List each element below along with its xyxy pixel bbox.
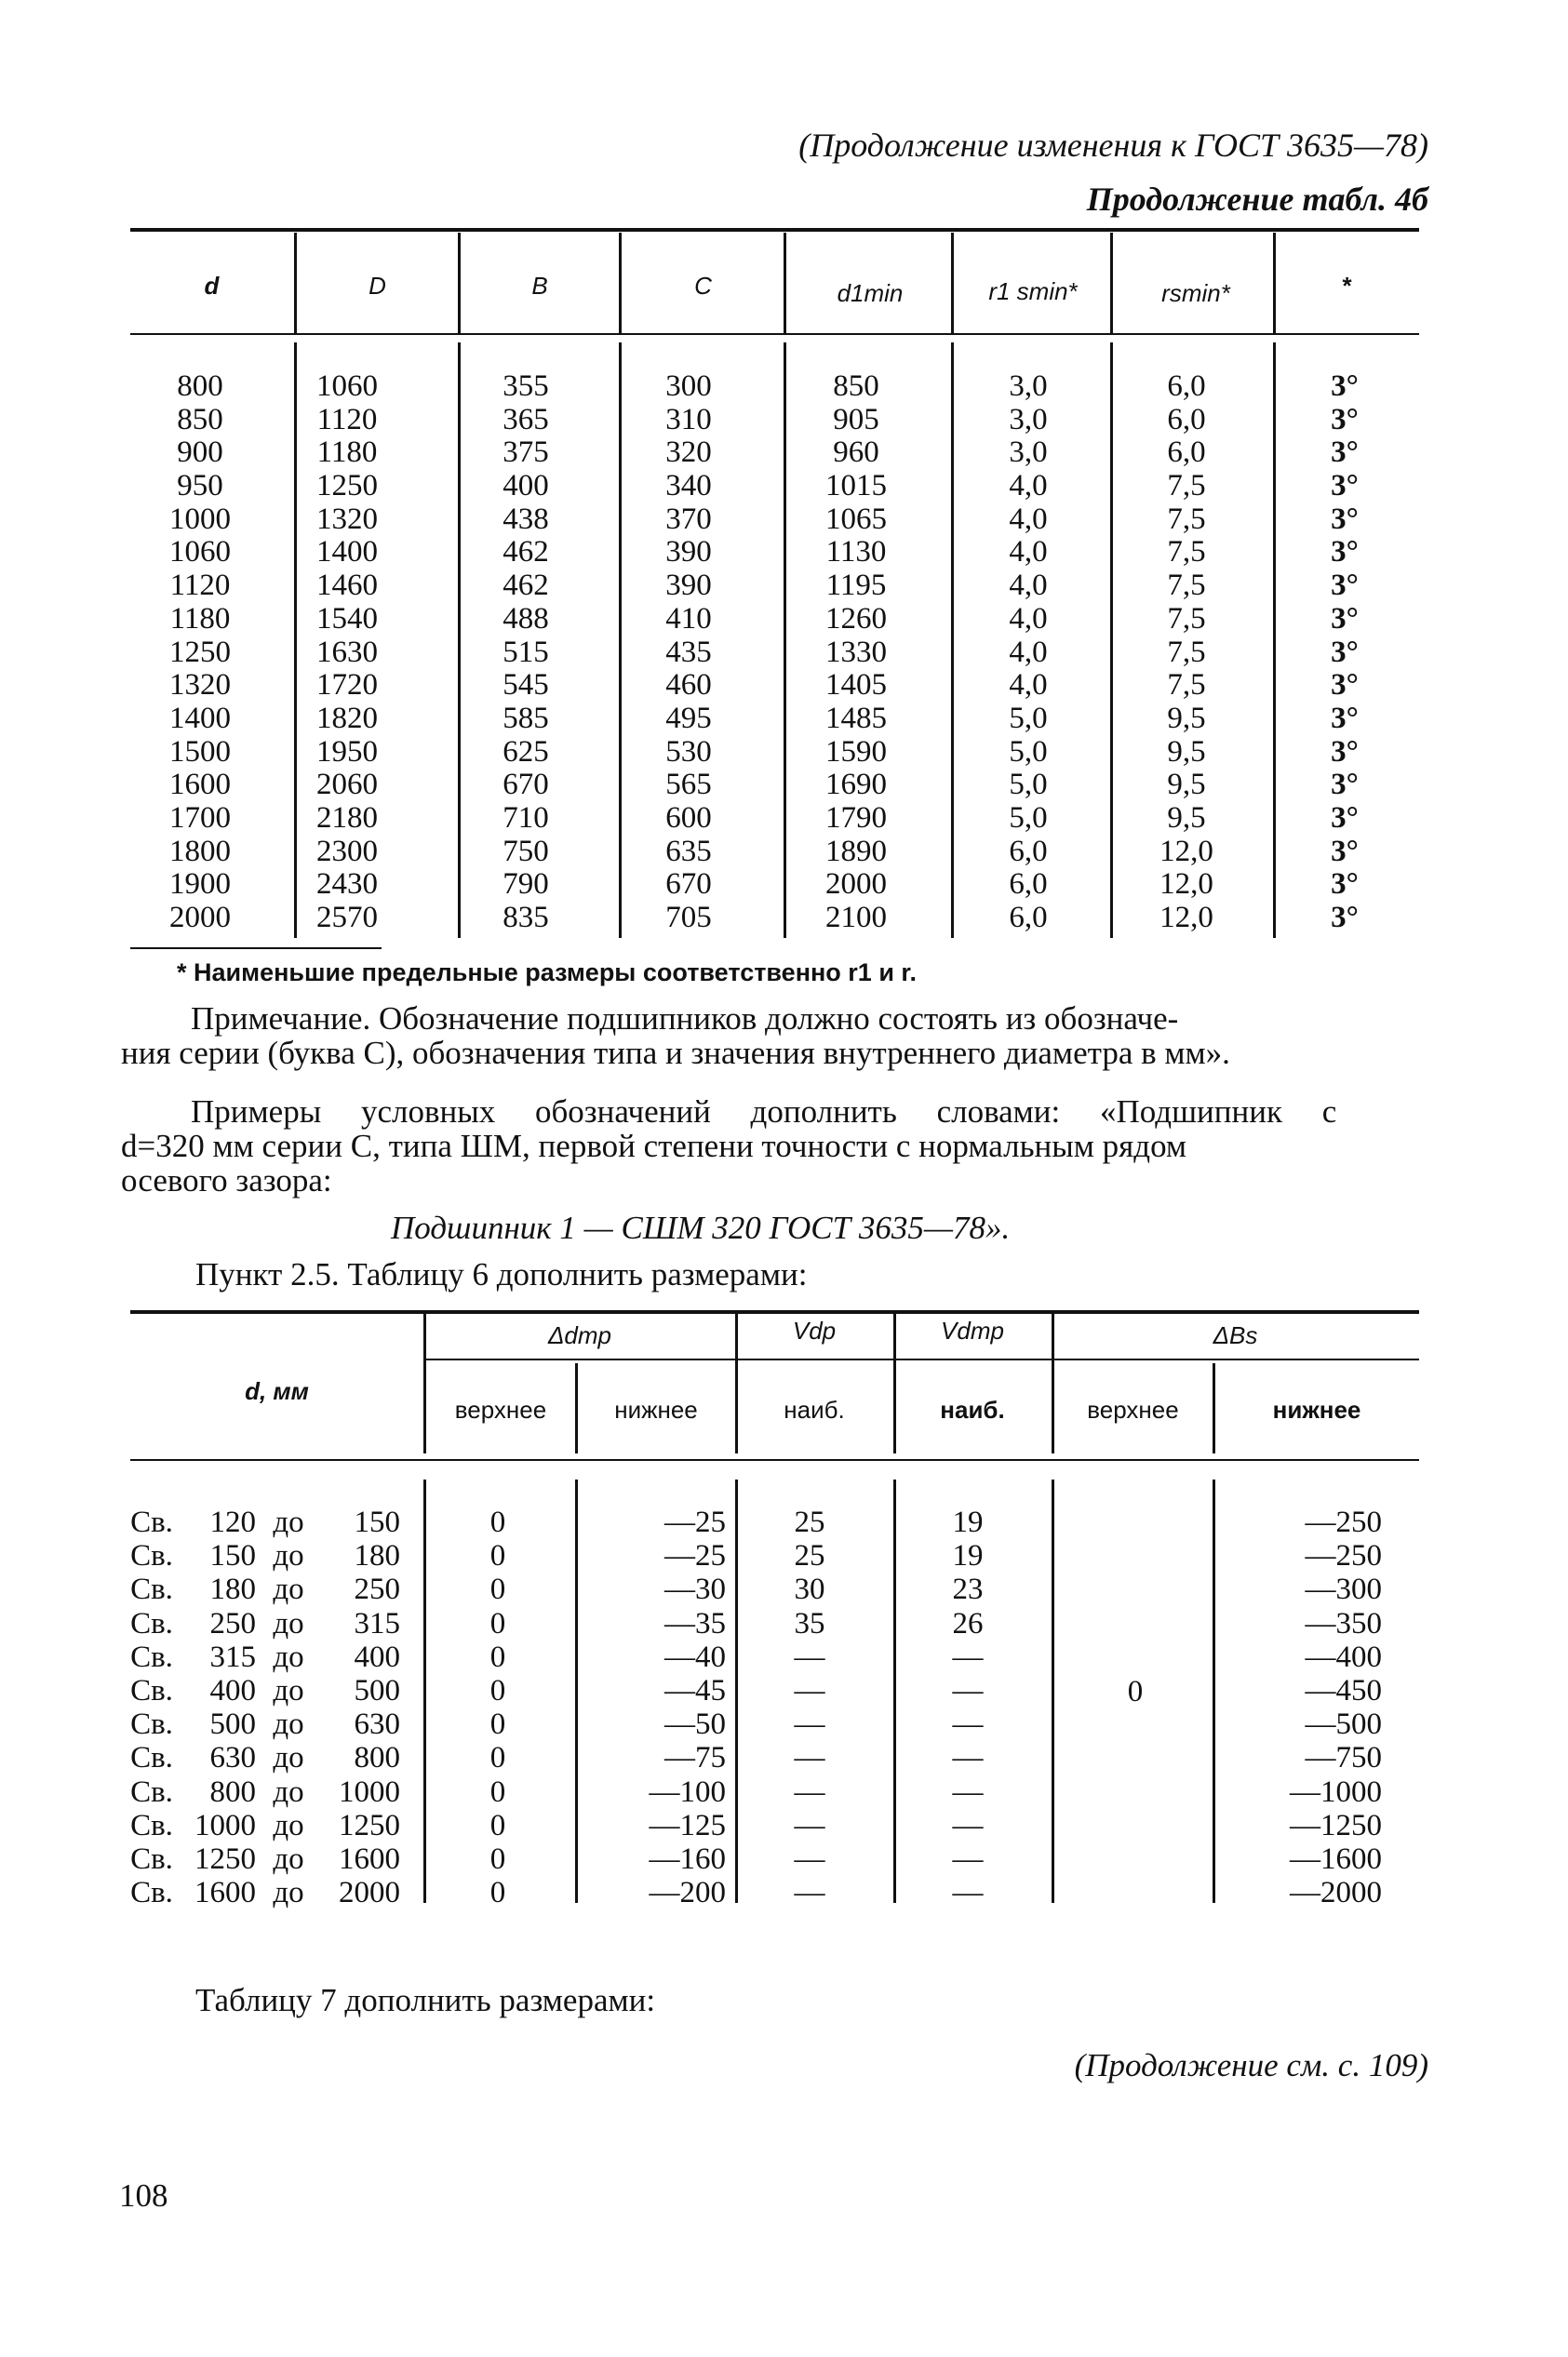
t2-col-vdmp-cell: 23 [952, 1573, 984, 1607]
t2-col-to-word-cell: до [273, 1707, 304, 1742]
t1-col-rsmin-cell: 7,5 [1167, 569, 1206, 603]
t1-col-d1min [796, 370, 917, 935]
table-7-instruction: Таблицу 7 дополнить размерами: [195, 1982, 656, 2018]
t1-footnote: * Наименьшие предельные размеры соответственно r1 и r. [177, 958, 917, 986]
t2-col-ddmp-upper-cell: 0 [489, 1707, 506, 1742]
t2-col-dbs-lower-cell: —300 [1305, 1573, 1382, 1607]
t2-col-prefix-cell: Св. [130, 1876, 173, 1910]
t2-col-ddmp-lower-cell: —125 [649, 1808, 726, 1842]
t2-col-vdp-cell: — [794, 1808, 825, 1842]
t1-col-D-cell: 2430 [316, 867, 378, 902]
t2-col-prefix-cell: Св. [130, 1774, 173, 1809]
t1-header-angle: * [1342, 272, 1352, 300]
t1-col-C-cell: 300 [665, 369, 712, 403]
t1-col-d-cell: 1700 [169, 800, 231, 835]
t2-col-to-cell: 150 [354, 1506, 400, 1539]
t1-col-angle-cell: 3° [1331, 867, 1359, 902]
t1-col-rsmin-cell: 6,0 [1167, 435, 1206, 470]
t2-col-to [316, 1506, 400, 1909]
t1-col-angle-cell: 3° [1331, 701, 1359, 735]
t2-col-ddmp-upper-cell: 0 [489, 1808, 506, 1842]
t2-header-vdmp: Vdmp [941, 1317, 1004, 1345]
t1-col-B-cell: 375 [503, 435, 549, 470]
t2-col-ddmp-upper-cell: 0 [489, 1741, 506, 1775]
t2-col-to-cell: 2000 [339, 1876, 400, 1910]
t2-col-from-cell: 800 [209, 1774, 256, 1809]
t2-col-vdmp-cell: — [952, 1774, 984, 1809]
t1-col-rsmin-cell: 7,5 [1167, 469, 1206, 503]
t1-col-r1smin-cell: 5,0 [1009, 800, 1048, 835]
t2-col-dbs-lower-cell: —1250 [1290, 1808, 1382, 1842]
t2-header-ddmp: Δdmp [547, 1321, 612, 1349]
t1-col-B-cell: 365 [503, 402, 549, 436]
t1-col-B-cell: 750 [503, 834, 549, 868]
t1-col-rsmin-cell: 9,5 [1167, 734, 1206, 769]
t2-col-vdp-cell: — [794, 1640, 825, 1674]
t1-col-B-cell: 462 [503, 569, 549, 603]
t1-col-D-cell: 1720 [316, 668, 378, 703]
t1-col-d-cell: 1320 [169, 668, 231, 703]
t2-col-prefix-cell: Св. [130, 1841, 173, 1876]
clause-2-5: Пункт 2.5. Таблицу 6 дополнить размерами: [195, 1256, 808, 1292]
t1-col-B-cell: 790 [503, 867, 549, 902]
t2-col-dbs-lower-cell: —350 [1305, 1606, 1382, 1641]
t2-col-vdp-cell: — [794, 1707, 825, 1742]
t2-col-to-word-cell: до [273, 1606, 304, 1641]
t1-col-B-cell: 438 [503, 502, 549, 536]
t1-col-r1smin-cell: 4,0 [1009, 601, 1048, 636]
t1-col-C-cell: 390 [665, 535, 712, 569]
t1-col-d1min-cell: 1690 [825, 768, 887, 802]
t2-header-max-2: наиб. [940, 1396, 1005, 1424]
table-continuation-label: Продолжение табл. 4б [1086, 181, 1428, 218]
t1-col-D-cell: 2300 [316, 834, 378, 868]
t2-col-dbs-lower-cell: —1600 [1290, 1841, 1382, 1876]
t1-col-rsmin-cell: 7,5 [1167, 535, 1206, 569]
t2-col-dbs-lower [1242, 1506, 1382, 1909]
note-line-2: ния серии (буква С), обозначения типа и значения внутреннего диаметра в мм». [121, 1035, 1230, 1071]
t1-col-B [465, 370, 586, 935]
t1-header-d1min: d1min [837, 279, 904, 307]
t2-col-from-cell: 400 [209, 1673, 256, 1707]
t2-col-prefix [119, 1506, 184, 1909]
t1-col-C-cell: 460 [665, 668, 712, 703]
t2-col-prefix-cell: Св. [130, 1606, 173, 1641]
t2-col-vdp-cell: — [794, 1876, 825, 1910]
t2-col-vdp-cell: 25 [794, 1506, 825, 1539]
t1-header-r1smin: r1 smin* [988, 277, 1078, 305]
t1-col-D-cell: 1820 [316, 701, 378, 735]
t1-col-rsmin-cell: 12,0 [1159, 834, 1213, 868]
t1-col-d1min-cell: 960 [833, 435, 879, 470]
t2-dbs-upper: 0 [1127, 1675, 1144, 1708]
t1-col-rsmin-cell: 6,0 [1167, 402, 1206, 436]
t1-col-B-cell: 400 [503, 469, 549, 503]
t2-col-prefix-cell: Св. [130, 1741, 173, 1775]
t2-col-to-cell: 1250 [339, 1808, 400, 1842]
t2-col-vdp-cell: — [794, 1673, 825, 1707]
t1-col-r1smin-cell: 3,0 [1009, 435, 1048, 470]
t1-col-C-cell: 310 [665, 402, 712, 436]
t1-col-rsmin-cell: 7,5 [1167, 635, 1206, 669]
example-designation: Подшипник 1 — СШМ 320 ГОСТ 3635—78». [391, 1210, 1011, 1246]
t2-col-ddmp-lower-cell: —160 [649, 1841, 726, 1876]
t1-col-angle-cell: 3° [1331, 601, 1359, 636]
t2-col-prefix-cell: Св. [130, 1640, 173, 1674]
t2-col-from-cell: 120 [209, 1506, 256, 1539]
t1-col-C-cell: 370 [665, 502, 712, 536]
t1-col-r1smin [977, 370, 1079, 935]
t1-col-rsmin [1131, 370, 1242, 935]
t1-col-C-cell: 390 [665, 569, 712, 603]
examples-line-3: осевого зазора: [121, 1162, 332, 1199]
t2-col-dbs-lower-cell: —2000 [1290, 1876, 1382, 1910]
t2-col-from-cell: 1000 [194, 1808, 256, 1842]
t1-col-r1smin-cell: 6,0 [1009, 901, 1048, 934]
t2-col-to-word-cell: до [273, 1539, 304, 1574]
t1-col-rsmin-cell: 9,5 [1167, 768, 1206, 802]
t2-col-ddmp-lower-cell: —35 [664, 1606, 726, 1641]
t1-col-r1smin-cell: 5,0 [1009, 768, 1048, 802]
t2-header-max-1: наиб. [784, 1396, 845, 1424]
t2-col-ddmp-upper-cell: 0 [489, 1573, 506, 1607]
t2-col-to-word-cell: до [273, 1876, 304, 1910]
t1-col-d-cell: 1400 [169, 701, 231, 735]
t1-col-d-cell: 800 [177, 369, 223, 403]
t2-col-to-cell: 250 [354, 1573, 400, 1607]
t1-col-d [130, 370, 270, 935]
t1-col-B-cell: 545 [503, 668, 549, 703]
note-line-1: Примечание. Обозначение подшипников должно состоять из обозначе- [191, 1000, 1179, 1037]
t1-col-D-cell: 1950 [316, 734, 378, 769]
t2-col-dbs-lower-cell: —250 [1305, 1506, 1382, 1539]
t2-header-d: d, мм [245, 1377, 309, 1405]
t2-col-to-word-cell: до [273, 1640, 304, 1674]
t2-col-to-word [261, 1506, 316, 1909]
t1-col-d1min-cell: 1330 [825, 635, 887, 669]
t2-col-ddmp-lower-cell: —25 [664, 1539, 726, 1574]
t2-col-vdmp-cell: — [952, 1673, 984, 1707]
t1-col-angle-cell: 3° [1331, 635, 1359, 669]
t2-col-to-word-cell: до [273, 1573, 304, 1607]
t2-col-to-cell: 400 [354, 1640, 400, 1674]
t1-col-rsmin-cell: 12,0 [1159, 901, 1213, 934]
t1-col-r1smin-cell: 4,0 [1009, 668, 1048, 703]
t1-col-d-cell: 1600 [169, 768, 231, 802]
t1-col-d1min-cell: 1890 [825, 834, 887, 868]
t2-col-from-cell: 150 [209, 1539, 256, 1574]
t2-col-prefix-cell: Св. [130, 1573, 173, 1607]
t1-col-d-cell: 1120 [169, 569, 231, 603]
t1-col-d-cell: 950 [177, 469, 223, 503]
t2-header-upper-2: верхнее [1087, 1396, 1179, 1424]
t1-col-C-cell: 320 [665, 435, 712, 470]
t1-col-C-cell: 435 [665, 635, 712, 669]
t2-col-ddmp-upper-cell: 0 [489, 1673, 506, 1707]
t2-col-ddmp-upper-cell: 0 [489, 1539, 506, 1574]
t1-col-angle [1312, 370, 1377, 935]
t1-col-rsmin-cell: 9,5 [1167, 800, 1206, 835]
t2-col-dbs-lower-cell: —500 [1305, 1707, 1382, 1742]
t1-col-angle-cell: 3° [1331, 369, 1359, 403]
t2-header-lower: нижнее [614, 1396, 698, 1424]
t1-col-d1min-cell: 1015 [825, 469, 887, 503]
t2-col-from-cell: 1600 [194, 1876, 256, 1910]
t1-col-rsmin-cell: 6,0 [1167, 369, 1206, 403]
t2-header-vdp: Vdp [792, 1317, 837, 1345]
t1-col-D-cell: 1630 [316, 635, 378, 669]
t1-col-D-cell: 2060 [316, 768, 378, 802]
t2-col-ddmp-lower-cell: —100 [649, 1774, 726, 1809]
t1-col-rsmin-cell: 12,0 [1159, 867, 1213, 902]
t1-col-angle-cell: 3° [1331, 668, 1359, 703]
t2-col-vdp-cell: — [794, 1841, 825, 1876]
t1-col-D-cell: 1250 [316, 469, 378, 503]
t1-header-B: B [531, 272, 548, 300]
t1-col-d1min-cell: 2100 [825, 901, 887, 934]
t2-col-prefix-cell: Св. [130, 1673, 173, 1707]
t1-col-rsmin-cell: 9,5 [1167, 701, 1206, 735]
t1-col-d-cell: 1000 [169, 502, 231, 536]
t1-col-d1min-cell: 1130 [825, 535, 887, 569]
t2-col-from-cell: 250 [209, 1606, 256, 1641]
t1-col-D [296, 370, 398, 935]
t2-col-prefix-cell: Св. [130, 1808, 173, 1842]
t1-col-d-cell: 1500 [169, 734, 231, 769]
t1-col-D-cell: 1320 [316, 502, 378, 536]
t2-col-prefix-cell: Св. [130, 1707, 173, 1742]
t1-col-r1smin-cell: 3,0 [1009, 369, 1048, 403]
t1-col-D-cell: 1120 [316, 402, 378, 436]
t1-col-r1smin-cell: 4,0 [1009, 569, 1048, 603]
t1-header-D: D [369, 272, 386, 300]
t1-col-angle-cell: 3° [1331, 734, 1359, 769]
t1-col-D-cell: 2180 [316, 800, 378, 835]
t2-col-ddmp-lower-cell: —200 [649, 1876, 726, 1910]
t2-col-ddmp-lower [596, 1506, 726, 1909]
t1-col-r1smin-cell: 4,0 [1009, 469, 1048, 503]
t2-col-to-cell: 1000 [339, 1774, 400, 1809]
t1-col-angle-cell: 3° [1331, 402, 1359, 436]
t1-col-B-cell: 462 [503, 535, 549, 569]
t2-col-from-cell: 315 [209, 1640, 256, 1674]
t2-col-dbs-lower-cell: —400 [1305, 1640, 1382, 1674]
t1-col-d1min-cell: 2000 [825, 867, 887, 902]
t2-col-vdp-cell: 30 [794, 1573, 825, 1607]
t1-col-rsmin-cell: 7,5 [1167, 601, 1206, 636]
t2-col-from-cell: 630 [209, 1741, 256, 1775]
t1-col-d-cell: 2000 [169, 901, 231, 934]
t2-col-to-cell: 500 [354, 1673, 400, 1707]
t1-col-angle-cell: 3° [1331, 569, 1359, 603]
t1-col-d1min-cell: 1195 [825, 569, 887, 603]
t1-col-B-cell: 585 [503, 701, 549, 735]
t1-col-angle-cell: 3° [1331, 535, 1359, 569]
t1-col-d-cell: 1250 [169, 635, 231, 669]
t1-col-d1min-cell: 1790 [825, 800, 887, 835]
t1-col-d-cell: 1180 [169, 601, 231, 636]
t1-col-r1smin-cell: 6,0 [1009, 867, 1048, 902]
t1-col-C-cell: 340 [665, 469, 712, 503]
t2-header-upper: верхнее [454, 1396, 547, 1424]
t2-col-vdmp-cell: 26 [952, 1606, 984, 1641]
t1-col-D-cell: 1400 [316, 535, 378, 569]
t1-col-C [628, 370, 749, 935]
t2-col-dbs-lower-cell: —1000 [1290, 1774, 1382, 1809]
t2-col-ddmp-upper-cell: 0 [489, 1876, 506, 1910]
t1-col-d1min-cell: 1590 [825, 734, 887, 769]
t1-col-r1smin-cell: 4,0 [1009, 535, 1048, 569]
t2-col-ddmp-lower-cell: —45 [664, 1673, 726, 1707]
t1-col-angle-cell: 3° [1331, 768, 1359, 802]
t1-col-angle-cell: 3° [1331, 834, 1359, 868]
t1-col-C-cell: 530 [665, 734, 712, 769]
t2-col-to-word-cell: до [273, 1808, 304, 1842]
t1-col-B-cell: 625 [503, 734, 549, 769]
t2-col-to-word-cell: до [273, 1506, 304, 1539]
page-number: 108 [119, 2177, 168, 2214]
t1-col-D-cell: 1540 [316, 601, 378, 636]
t1-col-D-cell: 1060 [316, 369, 378, 403]
t1-col-d1min-cell: 1065 [825, 502, 887, 536]
t2-col-vdmp-cell: — [952, 1707, 984, 1742]
t2-col-ddmp-lower-cell: —40 [664, 1640, 726, 1674]
t1-col-B-cell: 515 [503, 635, 549, 669]
t1-col-r1smin-cell: 6,0 [1009, 834, 1048, 868]
t1-header-rsmin: rsmin* [1161, 279, 1230, 307]
t2-col-to-cell: 630 [354, 1707, 400, 1742]
t1-col-B-cell: 355 [503, 369, 549, 403]
t1-col-r1smin-cell: 4,0 [1009, 502, 1048, 536]
t2-col-to-cell: 1600 [339, 1841, 400, 1876]
t2-col-ddmp-lower-cell: —50 [664, 1707, 726, 1742]
t2-col-to-word-cell: до [273, 1673, 304, 1707]
t1-header-C: C [694, 272, 712, 300]
t1-col-r1smin-cell: 4,0 [1009, 635, 1048, 669]
t2-col-vdmp-cell: — [952, 1741, 984, 1775]
t1-col-rsmin-cell: 7,5 [1167, 502, 1206, 536]
t1-col-angle-cell: 3° [1331, 800, 1359, 835]
t1-col-r1smin-cell: 5,0 [1009, 734, 1048, 769]
t2-col-vdmp [931, 1506, 1005, 1909]
t2-col-ddmp-upper-cell: 0 [489, 1774, 506, 1809]
t2-col-ddmp-lower-cell: —75 [664, 1741, 726, 1775]
t2-col-from-cell: 180 [209, 1573, 256, 1607]
t2-col-prefix-cell: Св. [130, 1506, 173, 1539]
t1-col-d-cell: 1900 [169, 867, 231, 902]
t1-col-d1min-cell: 1485 [825, 701, 887, 735]
t1-col-r1smin-cell: 5,0 [1009, 701, 1048, 735]
t1-col-B-cell: 710 [503, 800, 549, 835]
t2-col-to-cell: 800 [354, 1741, 400, 1775]
examples-line-1: Примеры условных обозначений дополнить словами: «Подшипник с [191, 1093, 1337, 1130]
t1-col-d1min-cell: 1405 [825, 668, 887, 703]
continuation-header: (Продолжение изменения к ГОСТ 3635—78) [798, 127, 1428, 164]
t1-col-d-cell: 900 [177, 435, 223, 470]
t1-col-C-cell: 410 [665, 601, 712, 636]
t1-col-C-cell: 600 [665, 800, 712, 835]
t1-col-C-cell: 635 [665, 834, 712, 868]
t2-header-dbs: ΔBs [1213, 1321, 1258, 1349]
t2-col-to-word-cell: до [273, 1774, 304, 1809]
t2-col-from-cell: 500 [209, 1707, 256, 1742]
t1-col-C-cell: 565 [665, 768, 712, 802]
t2-col-vdp-cell: 25 [794, 1539, 825, 1574]
t2-col-dbs-lower-cell: —750 [1305, 1741, 1382, 1775]
t1-col-d-cell: 850 [177, 402, 223, 436]
t1-col-D-cell: 1180 [316, 435, 378, 470]
t2-col-from [181, 1506, 256, 1909]
t2-col-to-cell: 180 [354, 1539, 400, 1574]
examples-line-2: d=320 мм серии С, типа ШМ, первой степени точности с нормальным рядом [121, 1128, 1187, 1164]
t2-col-vdmp-cell: — [952, 1876, 984, 1910]
t1-col-d1min-cell: 850 [833, 369, 879, 403]
t1-col-C-cell: 705 [665, 901, 712, 934]
t2-col-vdp-cell: — [794, 1741, 825, 1775]
t1-header-d: d [204, 272, 220, 300]
t2-col-to-cell: 315 [354, 1606, 400, 1641]
t1-col-B-cell: 488 [503, 601, 549, 636]
t1-col-d-cell: 1800 [169, 834, 231, 868]
t2-col-dbs-lower-cell: —250 [1305, 1539, 1382, 1574]
t1-col-angle-cell: 3° [1331, 502, 1359, 536]
t2-col-prefix-cell: Св. [130, 1539, 173, 1574]
t2-col-vdmp-cell: — [952, 1841, 984, 1876]
t2-col-vdp [772, 1506, 847, 1909]
t2-col-ddmp-lower-cell: —25 [664, 1506, 726, 1539]
t1-col-C-cell: 670 [665, 867, 712, 902]
t2-header-lower-2: нижнее [1272, 1396, 1361, 1424]
t1-col-B-cell: 670 [503, 768, 549, 802]
t2-col-vdp-cell: 35 [794, 1606, 825, 1641]
t1-col-d1min-cell: 1260 [825, 601, 887, 636]
t1-col-angle-cell: 3° [1331, 469, 1359, 503]
t1-col-d-cell: 1060 [169, 535, 231, 569]
t2-col-vdmp-cell: 19 [952, 1539, 984, 1574]
continued-note: (Продолжение см. с. 109) [1074, 2047, 1428, 2083]
t2-col-dbs-lower-cell: —450 [1305, 1673, 1382, 1707]
t2-col-vdp-cell: — [794, 1774, 825, 1809]
t2-col-to-word-cell: до [273, 1841, 304, 1876]
t1-col-C-cell: 495 [665, 701, 712, 735]
t2-col-ddmp-upper-cell: 0 [489, 1841, 506, 1876]
t2-col-ddmp-upper [465, 1506, 530, 1909]
t2-col-vdmp-cell: — [952, 1808, 984, 1842]
t2-col-ddmp-upper-cell: 0 [489, 1640, 506, 1674]
t1-col-angle-cell: 3° [1331, 901, 1359, 934]
t1-col-d1min-cell: 905 [833, 402, 879, 436]
t2-col-vdmp-cell: 19 [952, 1506, 984, 1539]
t1-col-r1smin-cell: 3,0 [1009, 402, 1048, 436]
t1-col-D-cell: 1460 [316, 569, 378, 603]
t2-col-to-word-cell: до [273, 1741, 304, 1775]
t2-col-from-cell: 1250 [194, 1841, 256, 1876]
t1-col-rsmin-cell: 7,5 [1167, 668, 1206, 703]
t2-col-ddmp-lower-cell: —30 [664, 1573, 726, 1607]
t2-col-ddmp-upper-cell: 0 [489, 1606, 506, 1641]
t2-col-ddmp-upper-cell: 0 [489, 1506, 506, 1539]
t1-col-D-cell: 2570 [316, 901, 378, 934]
t1-col-B-cell: 835 [503, 901, 549, 934]
t2-col-vdmp-cell: — [952, 1640, 984, 1674]
t1-col-angle-cell: 3° [1331, 435, 1359, 470]
